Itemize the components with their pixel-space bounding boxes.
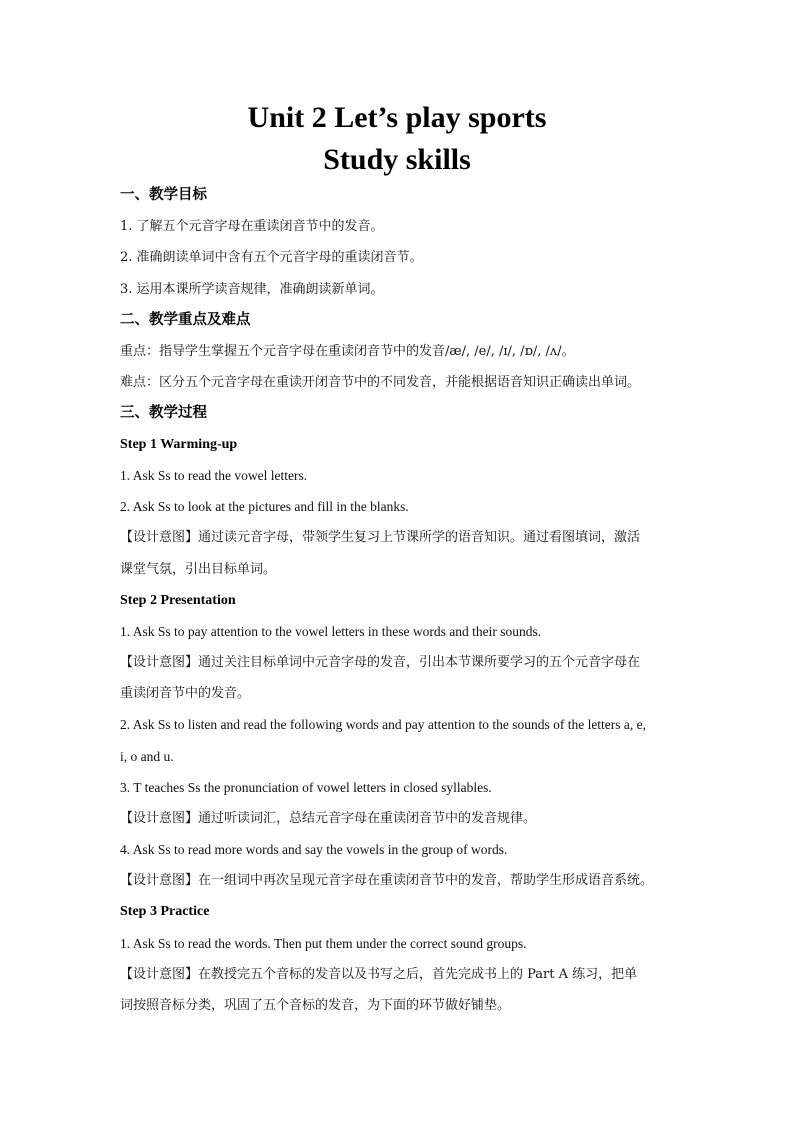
step1-design-intent-cont: 课堂气氛，引出目标单词。 xyxy=(120,562,277,577)
section-heading-process: 三、教学过程 xyxy=(120,404,207,421)
document-subtitle: Study skills xyxy=(323,143,471,176)
objective-item: 1. 了解五个元音字母在重读闭音节中的发音。 xyxy=(120,219,384,234)
step1-title: Step 1 Warming-up xyxy=(120,437,238,452)
objective-item: 2. 准确朗读单词中含有五个元音字母的重读闭音节。 xyxy=(120,250,423,265)
key-point-text: 重点：指导学生掌握五个元音字母在重读闭音节中的发音/æ/, /e/, /ɪ/, /ɒ/, /ʌ/。 xyxy=(120,344,575,359)
step2-design-intent: 【设计意图】在一组词中再次呈现元音字母在重读闭音节中的发音，帮助学生形成语音系统。 xyxy=(120,873,654,888)
step2-design-intent: 【设计意图】通过听读词汇，总结元音字母在重读闭音节中的发音规律。 xyxy=(120,811,537,826)
step3-item: 1. Ask Ss to read the words. Then put them under the correct sound groups. xyxy=(120,936,527,951)
step2-item: 2. Ask Ss to listen and read the following words and pay attention to the sounds of the letters a, e, xyxy=(120,717,647,732)
step2-item: 3. T teaches Ss the pronunciation of vowel letters in closed syllables. xyxy=(120,780,492,795)
section-heading-objectives: 一、教学目标 xyxy=(120,186,207,203)
step1-item: 1. Ask Ss to read the vowel letters. xyxy=(120,468,308,483)
step2-design-intent: 【设计意图】通过关注目标单词中元音字母的发音，引出本节课所要学习的五个元音字母在 xyxy=(120,655,641,670)
difficult-point-text: 难点：区分五个元音字母在重读开闭音节中的不同发音，并能根据语音知识正确读出单词。 xyxy=(120,375,641,390)
step2-title: Step 2 Presentation xyxy=(120,593,236,608)
objective-item: 3. 运用本课所学读音规律，准确朗读新单词。 xyxy=(120,282,384,297)
step3-title: Step 3 Practice xyxy=(120,904,210,919)
step2-item-cont: i, o and u. xyxy=(120,749,174,764)
step3-design-intent-cont: 词按照音标分类，巩固了五个音标的发音，为下面的环节做好铺垫。 xyxy=(120,998,511,1013)
document-title: Unit 2 Let’s play sports xyxy=(247,101,547,134)
step1-item: 2. Ask Ss to look at the pictures and fill in the blanks. xyxy=(120,499,409,514)
step2-item: 4. Ask Ss to read more words and say the vowels in the group of words. xyxy=(120,842,508,857)
step1-design-intent: 【设计意图】通过读元音字母，带领学生复习上节课所学的语音知识。通过看图填词，激活 xyxy=(120,530,641,545)
section-heading-key-points: 二、教学重点及难点 xyxy=(120,311,251,328)
step2-design-intent-cont: 重读闭音节中的发音。 xyxy=(120,686,251,701)
step3-design-intent: 【设计意图】在教授完五个音标的发音以及书写之后，首先完成书上的 Part A 练习，把单 xyxy=(120,967,638,982)
step2-item: 1. Ask Ss to pay attention to the vowel letters in these words and their sounds. xyxy=(120,624,542,639)
